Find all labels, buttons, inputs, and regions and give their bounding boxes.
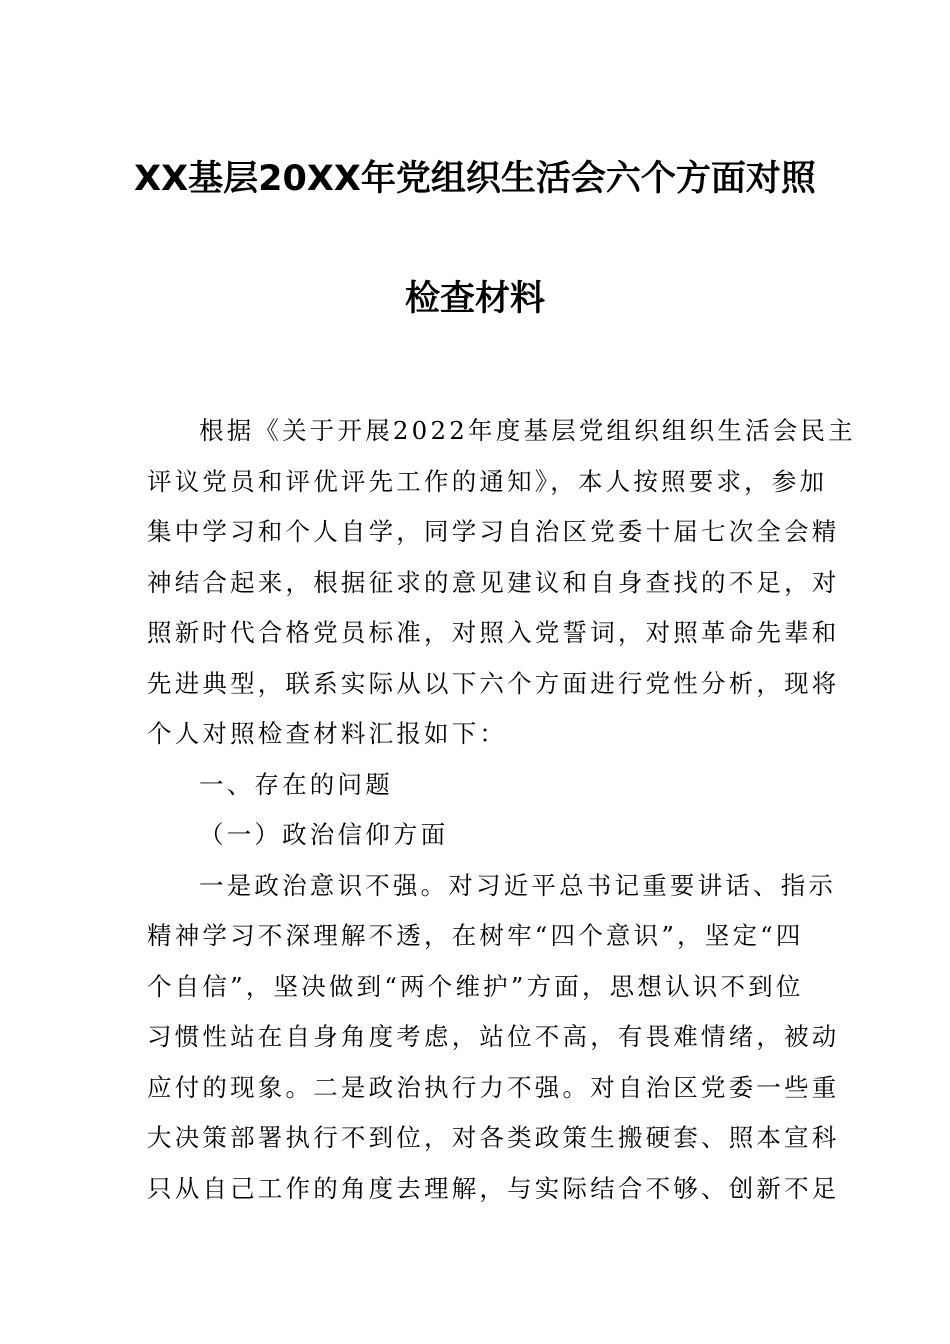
paragraph-line: 个人对照检查材料汇报如下： (147, 719, 508, 748)
paragraph-line: 根据《关于开展2022年度基层党组织组织生活会民主 (199, 416, 856, 445)
subsection-heading: （一）政治信仰方面 (199, 820, 449, 849)
paragraph-line: 一是政治意识不强。对习近平总书记重要讲话、指示 (199, 870, 837, 900)
paragraph-line: 应付的现象。二是政治执行力不强。对自治区党委一些重 (147, 1072, 840, 1102)
section-heading: 一、存在的问题 (199, 769, 393, 799)
paragraph-line: 评议党员和评优评先工作的通知》，本人按照要求，参加 (147, 466, 828, 496)
paragraph-line: 只从自己工作的角度去理解，与实际结合不够、创新不足 (147, 1173, 840, 1203)
paragraph-line: 大决策部署执行不到位，对各类政策生搬硬套、照本宣科 (147, 1123, 840, 1152)
paragraph-line: 精神学习不深理解不透，在树牢“四个意识”，坚定“四 (147, 921, 804, 950)
document-title-line-2: 检查材料 (404, 279, 545, 319)
paragraph-line: 神结合起来，根据征求的意见建议和自身查找的不足，对 (147, 567, 840, 597)
paragraph-line: 集中学习和个人自学，同学习自治区党委十届七次全会精 (147, 517, 840, 546)
paragraph-line: 先进典型，联系实际从以下六个方面进行党性分析，现将 (147, 668, 840, 698)
paragraph-line: 照新时代合格党员标准，对照入党誓词，对照革命先辈和 (147, 618, 840, 647)
paragraph-line: 习惯性站在自身角度考虑，站位不高，有畏难情绪，被动 (147, 1022, 840, 1051)
paragraph-line: 个自信”，坚决做到“两个维护”方面，思想认识不到位 (147, 971, 804, 1001)
document-title-line-1: XX基层20XX年党组织生活会六个方面对照 (134, 159, 816, 199)
document-body (147, 406, 856, 1214)
